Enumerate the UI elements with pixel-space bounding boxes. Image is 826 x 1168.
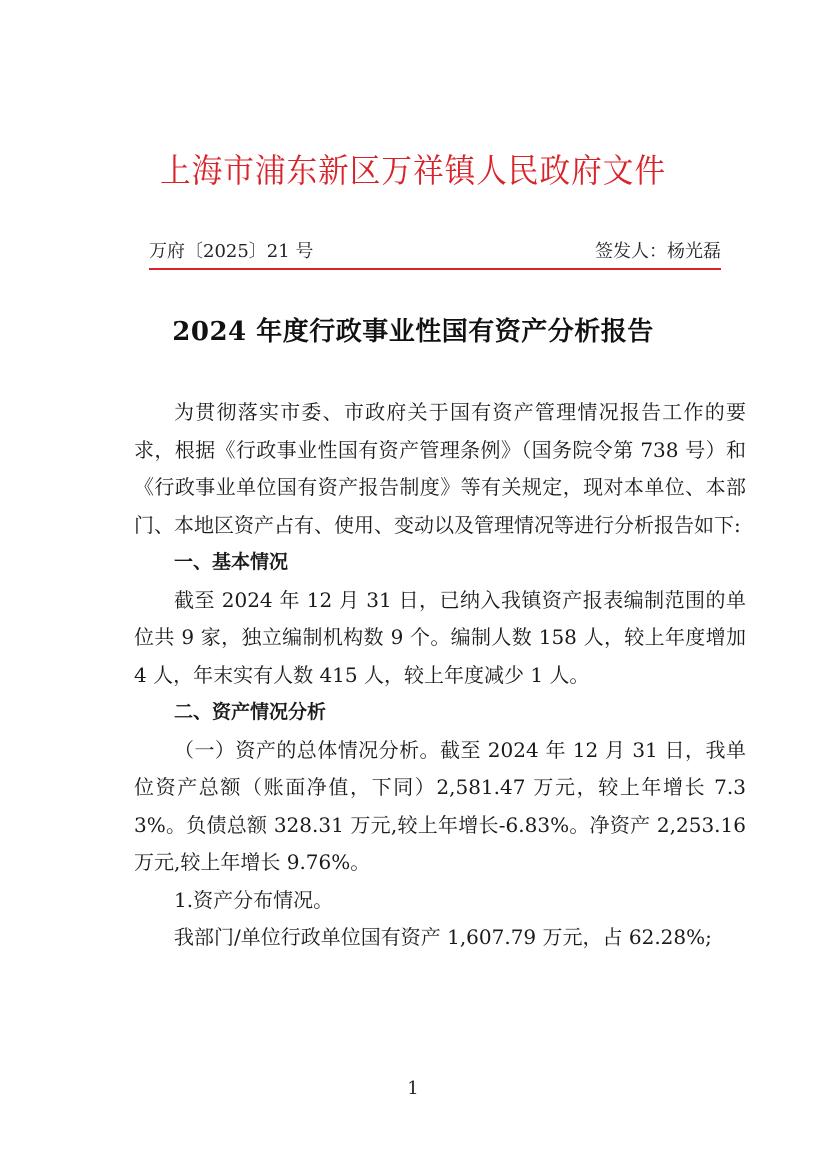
intro-paragraph: 为贯彻落实市委、市政府关于国有资产管理情况报告工作的要求，根据《行政事业性国有资产管理条例》（国务院令第 738 号）和《行政事业单位国有资产报告制度》等有关规定，现对本单位、本部门、本地区资产占有、使用、变动以及管理情况等进行分析报告如下:	[134, 400, 746, 537]
red-divider-line	[149, 268, 721, 270]
page-number: 1	[407, 1078, 419, 1099]
asset-distribution-heading: 1.资产分布情况。	[174, 887, 334, 912]
issuing-authority-header: 上海市浦东新区万祥镇人民政府文件	[160, 151, 666, 190]
document-title: 2024 年度行政事业性国有资产分析报告	[172, 317, 654, 347]
basic-situation-paragraph: 截至 2024 年 12 月 31 日，已纳入我镇资产报表编制范围的单位共 9 家，独立编制机构数 9 个。编制人数 158 人，较上年度增加 4 人，年末实有人数 415 人，较上年度减少 1 人。	[134, 587, 746, 687]
signer: 签发人：杨光磊	[595, 241, 721, 262]
asset-distribution-paragraph: 我部门/单位行政单位国有资产 1,607.79 万元，占 62.28%;	[174, 925, 712, 949]
body-content	[134, 394, 746, 957]
document-number: 万府〔2025〕21 号	[149, 241, 314, 262]
section-heading-basic: 一、基本情况	[174, 551, 289, 573]
section-heading-assets: 二、资产情况分析	[174, 701, 327, 723]
asset-overview-paragraph: （一）资产的总体情况分析。截至 2024 年 12 月 31 日，我单位资产总额（账面净值，下同）2,581.47 万元，较上年增长 7.33%。负债总额 328.31 万元,较上年增长-6.83%。净资产 2,253.16 万元,较上年增长 9.76%。	[134, 737, 746, 874]
